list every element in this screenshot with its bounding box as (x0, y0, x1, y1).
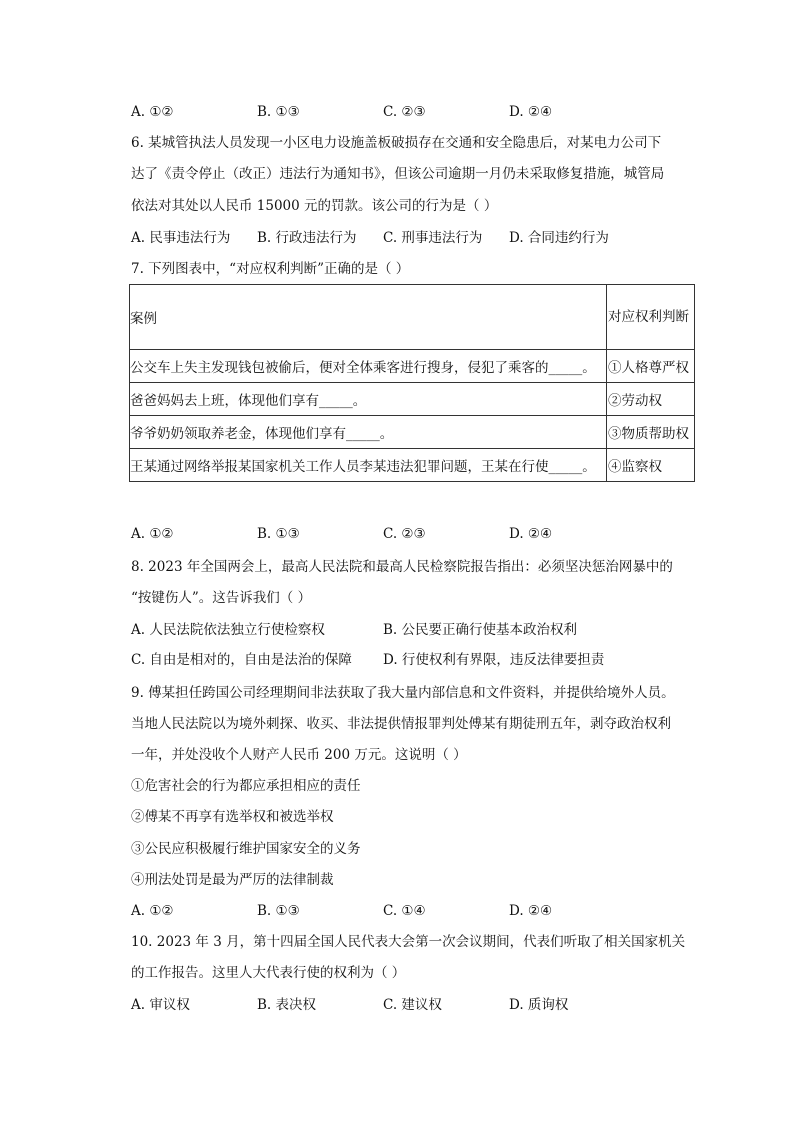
header-right-label: 对应权利判断 (608, 309, 689, 325)
q6-stem-line-3: 依法对其处以人民币 15000 元的罚款。该公司的行为是（ ） (131, 198, 498, 214)
option-b[interactable]: B. ①③ (257, 903, 300, 919)
q9-statement-2: ②傅某不再享有选举权和被选举权 (131, 809, 334, 825)
q10-stem-line-1: 10. 2023 年 3 月，第十四届全国人民代表大会第一次会议期间，代表们听取了相关国家机关 (131, 934, 686, 950)
right-cell: ③物质帮助权 (607, 416, 695, 449)
option-d[interactable]: D. 行使权利有界限，违反法律要担责 (383, 652, 605, 668)
q6-stem-line-2: 达了《责令停止（改正）违法行为通知书》，但该公司逾期一月仍未采取修复措施，城管局 (131, 166, 665, 182)
option-d[interactable]: D. ②④ (509, 526, 553, 542)
q6-stem-line-1: 6. 某城管执法人员发现一小区电力设施盖板破损存在交通和安全隐患后，对某电力公司下 (131, 135, 662, 151)
option-c[interactable]: C. ②③ (383, 104, 426, 120)
q10-stem-line-2: 的工作报告。这里人大代表行使的权利为（ ） (131, 965, 406, 981)
table-row (130, 416, 695, 449)
option-c[interactable]: C. 刑事违法行为 (383, 230, 483, 246)
table-row (130, 383, 695, 416)
case-cell: 爷爷奶奶领取养老金，体现他们享有_____。 (130, 416, 607, 449)
header-case: 案例 (130, 285, 607, 350)
option-a[interactable]: A. 民事违法行为 (131, 230, 231, 246)
option-b[interactable]: B. 表决权 (257, 997, 317, 1013)
right-cell: ①人格尊严权 (607, 350, 695, 383)
option-a[interactable]: A. ①② (131, 104, 174, 120)
option-b[interactable]: B. 公民要正确行使基本政治权利 (383, 622, 578, 638)
header-right (607, 285, 695, 350)
q9-stem-line-1: 9. 傅某担任跨国公司经理期间非法获取了我大量内部信息和文件资料，并提供给境外人员。 (131, 685, 675, 701)
option-c[interactable]: C. 建议权 (383, 997, 442, 1013)
q8-stem-line-1: 8. 2023 年全国两会上，最高人民法院和最高人民检察院报告指出：必须坚决惩治网暴中的 (131, 559, 673, 575)
option-b[interactable]: B. 行政违法行为 (257, 230, 357, 246)
option-c[interactable]: C. 自由是相对的，自由是法治的保障 (131, 652, 352, 668)
table-row (130, 449, 695, 482)
case-cell: 王某通过网络举报某国家机关工作人员李某违法犯罪问题，王某在行使_____。 (130, 449, 607, 482)
option-d[interactable]: D. 合同违约行为 (509, 230, 609, 246)
right-cell: ②劳动权 (607, 383, 695, 416)
q9-statement-1: ①危害社会的行为都应承担相应的责任 (131, 778, 361, 794)
q9-statement-4: ④刑法处罚是最为严厉的法律制裁 (131, 872, 334, 888)
q8-stem-line-2: “按键伤人”。这告诉我们（ ） (131, 590, 312, 606)
option-c[interactable]: C. ①④ (383, 903, 426, 919)
table-header-row (130, 285, 695, 350)
option-d[interactable]: D. ②④ (509, 903, 553, 919)
rights-judgment-table (129, 284, 695, 482)
q9-statement-3: ③公民应积极履行维护国家安全的义务 (131, 841, 361, 857)
case-cell: 爸爸妈妈去上班，体现他们享有_____。 (130, 383, 607, 416)
table-row (130, 350, 695, 383)
case-cell: 公交车上失主发现钱包被偷后，便对全体乘客进行搜身，侵犯了乘客的_____。 (130, 350, 607, 383)
q9-stem-line-3: 一年，并处没收个人财产人民币 200 万元。这说明（ ） (131, 747, 467, 763)
q9-stem-line-2: 当地人民法院以为境外刺探、收买、非法提供情报罪判处傅某有期徒刑五年，剥夺政治权利 (131, 716, 671, 732)
option-a[interactable]: A. 审议权 (131, 997, 190, 1013)
right-cell: ④监察权 (607, 449, 695, 482)
option-a[interactable]: A. ①② (131, 526, 174, 542)
q7-stem: 7. 下列图表中，“对应权利判断”正确的是（ ） (131, 261, 410, 277)
option-a[interactable]: A. ①② (131, 903, 174, 919)
option-b[interactable]: B. ①③ (257, 104, 300, 120)
option-b[interactable]: B. ①③ (257, 526, 300, 542)
option-c[interactable]: C. ②③ (383, 526, 426, 542)
option-d[interactable]: D. ②④ (509, 104, 553, 120)
option-d[interactable]: D. 质询权 (509, 997, 569, 1013)
option-a[interactable]: A. 人民法院依法独立行使检察权 (131, 622, 325, 638)
